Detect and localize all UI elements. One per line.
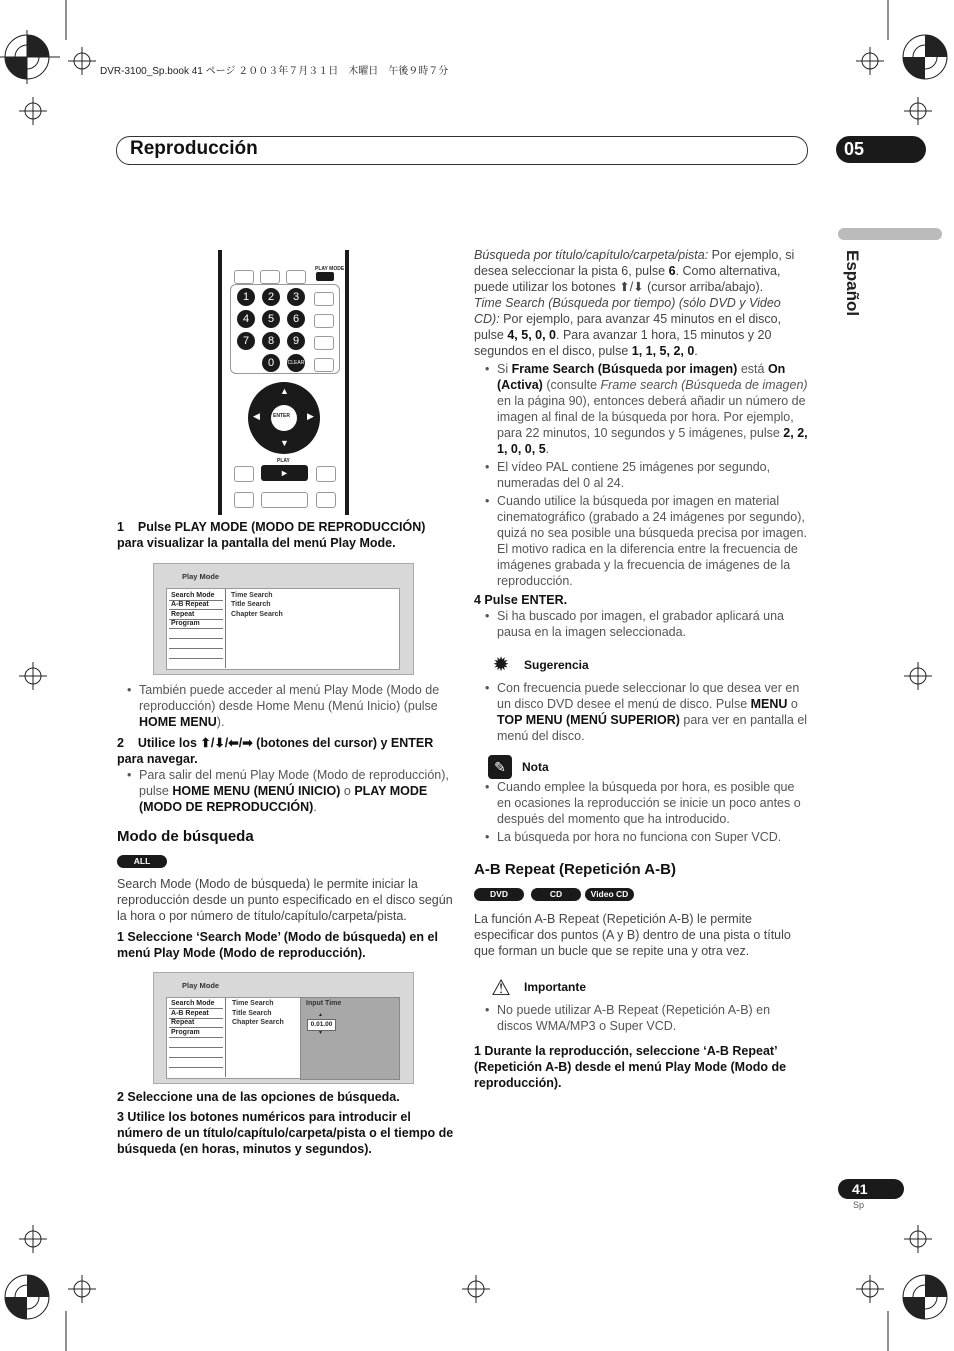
option-time-search: Time Search: [232, 1000, 274, 1007]
time-search-para: Time Search (Búsqueda por tiempo) (sólo DVD y Video CD): Por ejemplo, para avanzar 45 minutos en el disco, pulse 4, 5, 0, 0. Para avanzar 1 hora, 15 minutos y 20 segundos en el disco, pulse 1, 1, 5, 2, 0.: [474, 296, 782, 358]
page-title: Reproducción: [130, 138, 258, 159]
key-5: 5: [262, 310, 280, 328]
key-0: 0: [262, 354, 280, 372]
menu-repeat: Repeat: [171, 611, 195, 618]
play-mode-screen-1: [153, 563, 414, 675]
menu-search-mode: Search Mode: [171, 592, 215, 599]
tip-title: Sugerencia: [524, 658, 589, 672]
option-title-search: Title Search: [232, 1010, 272, 1017]
chapter-badge: [836, 136, 926, 163]
menu-ab-repeat: A-B Repeat: [171, 1010, 209, 1017]
menu-program: Program: [171, 620, 200, 627]
key-3: 3: [287, 288, 305, 306]
input-time-field: 0.01.00: [307, 1019, 336, 1031]
note-title: Nota: [522, 760, 549, 774]
page-number-badge: [838, 1179, 904, 1199]
search-mode-intro: Search Mode (Modo de búsqueda) le permite iniciar la reproducción desde un punto especificado en el disco según la hora o por número de título/capítulo/carpeta/pista.: [117, 877, 453, 923]
bullet-home-menu: • También puede acceder al menú Play Mode (Modo de reproducción) desde Home Menu (Menú Inicio) (pulse HOME MENU).: [139, 682, 451, 730]
bullet-pal: • El vídeo PAL contiene 25 imágenes por segundo, numeradas del 0 al 24.: [497, 459, 808, 491]
key-clear: CLEAR: [287, 354, 305, 372]
menu-repeat: Repeat: [171, 1019, 195, 1026]
pill-all: ALL: [117, 855, 167, 868]
chapter-number: 05: [844, 139, 865, 159]
key-7: 7: [237, 332, 255, 350]
step-ab-1: 1 Durante la reproducción, seleccione ‘A-B Repeat’ (Repetición A-B) desde el menú Play Mode (Modo de reproducción).: [474, 1044, 787, 1090]
lightbulb-icon: ✹: [489, 653, 513, 677]
important-title: Importante: [524, 980, 587, 994]
key-4: 4: [237, 310, 255, 328]
option-chapter-search: Chapter Search: [232, 1019, 284, 1026]
key-9: 9: [287, 332, 305, 350]
remote-illustration: PLAY MODE 1 2 3 4 5 6 7 8 9 0 CLEAR ENTER ▲ ▼ ◀ ▶ PLAY ►: [218, 250, 350, 515]
key-2: 2: [262, 288, 280, 306]
input-time-label: Input Time: [306, 1000, 342, 1007]
menu-ab-repeat: A-B Repeat: [171, 601, 209, 608]
play-label: PLAY: [277, 458, 290, 464]
step-enter-number: 3 Utilice los botones numéricos para introducir el número de un título/capítulo/carpeta/pista o el tiempo de búsqueda (en horas, minutos y segundos).: [117, 1110, 454, 1156]
menu-search-mode: Search Mode: [171, 1000, 215, 1007]
option-time-search: Time Search: [231, 592, 273, 599]
option-title-search: Title Search: [231, 601, 271, 608]
bullet-exit: • Para salir del menú Play Mode (Modo de reproducción), pulse HOME MENU (MENÚ INICIO) o PLAY MODE (MODO DE REPRODUCCIÓN).: [139, 767, 451, 815]
bullet-important: • No puede utilizar A-B Repeat (Repetición A-B) en discos WMA/MP3 o Super VCD.: [497, 1002, 808, 1034]
step-select-search-mode: 1 Seleccione ‘Search Mode’ (Modo de búsqueda) en el menú Play Mode (Modo de reproducción).: [117, 930, 438, 960]
step-1: 1 Pulse PLAY MODE (MODO DE REPRODUCCIÓN) para visualizar la pantalla del menú Play Mode.: [117, 520, 426, 550]
step-4: 4 Pulse ENTER.: [474, 593, 568, 607]
step-select-option: 2 Seleccione una de las opciones de búsqueda.: [117, 1090, 400, 1104]
pill-cd: CD: [531, 888, 581, 901]
screen-title: Play Mode: [182, 572, 220, 581]
screen-title: Play Mode: [182, 981, 220, 990]
bullet-tip: • Con frecuencia puede seleccionar lo que desea ver en un disco DVD desee el menú de disco. Pulse MENU o TOP MENU (MENÚ SUPERIOR) para ver en pantalla el menú del disco.: [497, 680, 808, 744]
step-2: 2 Utilice los ⬆/⬇/⬅/➡ (botones del cursor) y ENTER para navegar.: [117, 736, 434, 766]
option-chapter-search: Chapter Search: [231, 611, 283, 618]
play-button-illustration: ►: [261, 465, 308, 481]
section-ab-repeat: A-B Repeat (Repetición A-B): [474, 861, 676, 878]
play-mode-screen-2: Play Mode Search Mode A-B Repeat Repeat Program Time Search Title Search Chapter Search Input Time 0.01.00 ▲ ▼: [153, 972, 414, 1084]
key-6: 6: [287, 310, 305, 328]
chapter-header: [116, 136, 808, 165]
warning-icon: ⚠: [489, 976, 513, 1000]
bullet-pause: • Si ha buscado por imagen, el grabador aplicará una pausa en la imagen seleccionada.: [497, 608, 808, 640]
key-1: 1: [237, 288, 255, 306]
key-8: 8: [262, 332, 280, 350]
note-icon: ✎: [488, 755, 512, 779]
play-mode-label: PLAY MODE: [315, 266, 345, 272]
enter-label: ENTER: [273, 413, 290, 419]
pill-dvd: DVD: [474, 888, 524, 901]
menu-program: Program: [171, 1029, 200, 1036]
bullet-note-1: • Cuando emplee la búsqueda por hora, es posible que en ocasiones la reproducción se inicie un poco antes o después del momento que ha introducido.: [497, 779, 808, 827]
title-search-para: Búsqueda por título/capítulo/carpeta/pista: Por ejemplo, si desea seleccionar la pista 6, pulse 6. Como alternativa, puede utilizar los botones ⬆/⬇ (cursor arriba/abajo).: [474, 248, 795, 294]
print-meta: DVR-3100_Sp.book 41 ページ ２００３年７月３１日 木曜日 午後９時７分: [100, 66, 449, 77]
page-lang: Sp: [853, 1200, 865, 1210]
page-number: 41: [852, 1181, 868, 1197]
bullet-film: • Cuando utilice la búsqueda por imagen en material cinematográfico (grabado a 24 imágenes por segundo), quizá no sea posible una búsqueda precisa por imagen. El motivo radica en la diferencia entre la frecuencia de imágenes grabada y la frecuencia de imágenes de la reproducción.: [497, 493, 808, 589]
bullet-note-2: • La búsqueda por hora no funciona con Super VCD.: [497, 829, 808, 845]
bullet-frame-search: • Si Frame Search (Búsqueda por imagen) está On (Activa) (consulte Frame search (Búsqueda de imagen) en la página 90), entonces deberá añadir un número de imagen al final de la búsqueda por hora. Por ejemplo, para 22 minutos, 10 segundos y 5 imágenes, pulse 2, 2, 1, 0, 0, 5.: [497, 361, 808, 457]
ab-repeat-intro: La función A-B Repeat (Repetición A-B) le permite especificar dos puntos (A y B) dentro de una pista o título que forman un bucle que se repite una y otra vez.: [474, 912, 791, 958]
language-tab: [838, 228, 942, 240]
pill-video-cd: Video CD: [585, 888, 634, 901]
language-label: Español: [843, 250, 862, 317]
section-search-mode: Modo de búsqueda: [117, 828, 254, 845]
